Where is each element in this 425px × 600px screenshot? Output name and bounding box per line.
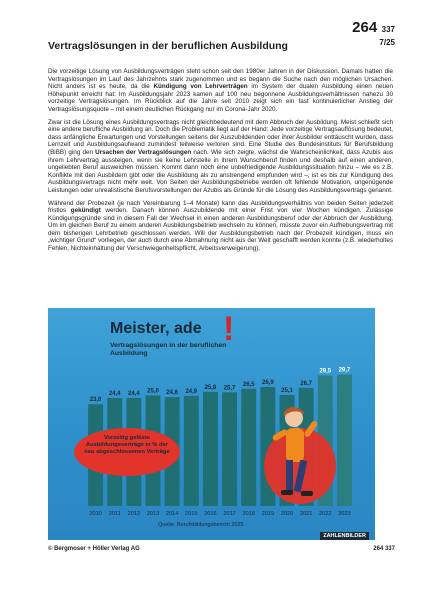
x-tick-2023: 2023 — [338, 511, 351, 517]
page-title: Vertragslösungen in der beruflichen Ausbildung — [48, 40, 288, 52]
x-tick-2022: 2022 — [319, 511, 332, 517]
value-label-2011: 24,4 — [108, 391, 121, 398]
value-label-2013: 25,0 — [147, 388, 159, 395]
value-label-2022: 29,5 — [319, 368, 332, 375]
x-tick-2010: 2010 — [89, 511, 102, 517]
x-tick-2015: 2015 — [185, 511, 198, 517]
chart-legend-label: Vorzeitig gelöste Ausbildungsverträge in % der neu abgeschlossenen Verträge — [84, 435, 170, 455]
graphic-title: Meister, ade — [110, 320, 202, 337]
footer-number: 264 337 — [373, 546, 395, 552]
bar-2016 — [203, 392, 218, 506]
x-tick-2011: 2011 — [108, 511, 121, 517]
value-label-2020: 25,1 — [281, 387, 293, 394]
x-tick-2014: 2014 — [165, 511, 179, 517]
value-label-2019: 26,9 — [262, 379, 274, 386]
x-tick-2013: 2013 — [146, 511, 160, 517]
x-tick-2019: 2019 — [261, 511, 275, 517]
x-tick-2012: 2012 — [127, 511, 141, 517]
value-label-2018: 26,5 — [242, 381, 255, 388]
number-big: 264 — [352, 19, 378, 36]
graphic-subtitle: Vertragslösungen in der beruflichen Ausbildung — [110, 342, 227, 357]
source-note: Quelle: Berufsbildungsbericht 2025 — [158, 522, 244, 528]
x-tick-2021: 2021 — [299, 511, 313, 517]
paragraph-3: Während der Probezeit (je nach Vereinbarung 1–4 Monate) kann das Ausbildungsverhältnis von beiden Seiten jederzeit fristlos gekündigt werden. Danach können Auszubildende mit einer Frist von vier Wochen kündigen. Zulässige Kündigungsgründe sind in diesem Fall der Wechsel in einen anderen Ausbildungsberuf oder der Abbruch der Ausbildung. Um im gleichen Beruf zu einem anderen Ausbildungsbetrieb wechseln zu können, müsste zuvor ein Aufhebungsvertrag mit dem bisherigen Lehrbetrieb geschlossen werden. Will der Ausbildungsbetrieb nach der Probezeit kündigen, muss ein „wichtiger Grund“ vorliegen, der auch durch eine Abmahnung nicht aus der Welt geschafft werden konnte (z.B. wiederholtes Fehlen, Nichteinhaltung der Verschwiegenheitspflicht, Arbeitsverweigerung). — [48, 199, 393, 253]
brand-logo: ZAHLENBILDER — [320, 532, 369, 540]
bar-2015 — [184, 396, 199, 506]
bar-2018 — [241, 389, 256, 506]
value-label-2010: 23,0 — [89, 397, 102, 404]
bar-2023 — [337, 375, 352, 506]
paragraph-1: Die vorzeitige Lösung von Ausbildungsverträgen steht schon seit den 1980er Jahren in der Diskussion. Damals hatten die Vertragslösungen im Lauf des Jahrzehnts stark zugenommen und es begann die Suche nach den möglichen Ursachen. Nicht anders ist es heute, da die Kündigung von Lehrverträgen im System der dualen Ausbildung einen neuen Höhepunkt erreicht hat: Im Ausbildungsjahr 2023 kamen auf 100 neu begonnene Ausbildungsverhältnissen nahezu 30 vorzeitige Vertragslösungen. Im Rückblick auf die Jahre seit 2010 zeigt sich ein fast kontinuierlicher Anstieg der Vertragslösungsquote – mit einem deutlichen Rückgang nur im Corona-Jahr 2020. — [48, 68, 393, 113]
article-body — [48, 68, 393, 258]
paragraph-2: Zwar ist die Lösung eines Ausbildungsvertrags nicht gleichbedeutend mit dem Abbruch der Ausbildung. Meist schließt sich eine andere berufliche Ausbildung an. Doch die Problematik liegt auf der Hand: Jede vorzeitige Vertragsauflösung bedeutet, dass anfängliche Erwartungen und Vorstellungen seitens der Auszubildenden oder ihrer Ausbilder enttäuscht wurden, dass Lernzeit und Ausbildungsaufwand zumindest teilweise verloren sind. Eine Studie des Bundesinstituts für Berufsbildung (BiBB) ging den Ursachen der Vertragslösungen nach. Wie sich zeigte, wächst die Wahrscheinlichkeit, dass Azubis aus ihrem Lehrvertrag aussteigen, wenn sie keine Lehrstelle in ihrem Wunschberuf finden und deshalb auf einen anderen, ungeliebten Beruf ausweichen müssen. Kommt dann noch eine unbefriedigende Ausbildungssituation hinzu – wie es z.B. Konflikte mit den Ausbildern gibt oder die Ausbildung als zu anstrengend empfunden wird –, ist es bis zur Kündigung des Ausbildungsvertrags nicht mehr weit. Von Seiten der Ausbildungsbetriebe werden oft fehlende Motivation, ungenügende Leistungen oder unrealistische Berufsvorstellungen der Azubis als Gründe für die Lösung des Ausbildungsvertrags genannt. — [48, 118, 393, 194]
bar-2017 — [222, 392, 237, 506]
x-tick-2020: 2020 — [280, 511, 294, 517]
value-label-2016: 25,8 — [204, 384, 217, 391]
x-tick-2018: 2018 — [242, 511, 255, 517]
value-label-2023: 29,7 — [338, 367, 351, 374]
edition: 7/25 — [379, 38, 395, 47]
value-label-2015: 24,9 — [185, 388, 198, 395]
exclamation-mark: ! — [223, 310, 235, 348]
x-tick-2016: 2016 — [204, 511, 217, 517]
number-small: 337 — [381, 25, 395, 34]
value-label-2014: 24,6 — [166, 390, 178, 397]
x-tick-2017: 2017 — [223, 511, 236, 517]
infographic — [48, 308, 375, 540]
value-label-2017: 25,7 — [223, 385, 236, 392]
value-label-2021: 26,7 — [300, 380, 312, 387]
publisher-credit: © Bergmoser + Höller Verlag AG — [48, 546, 140, 552]
value-label-2012: 24,4 — [128, 391, 140, 398]
